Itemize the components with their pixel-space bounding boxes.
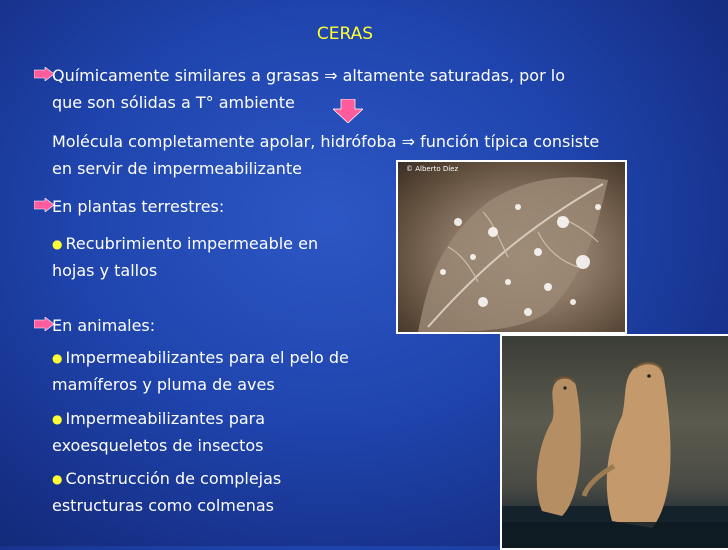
leaf-illustration <box>398 162 625 332</box>
animals-item-cont: estructuras como colmenas <box>52 496 274 515</box>
animals-item: ● Impermeabilizantes para el pelo de <box>52 348 349 367</box>
slide-title: CERAS <box>316 24 374 44</box>
bullet-dot-icon: ● <box>52 472 63 486</box>
intro-line-2: que son sólidas a T° ambiente <box>52 93 295 112</box>
down-arrow-icon <box>333 99 363 123</box>
intro-line-4: en servir de impermeabilizante <box>52 159 303 178</box>
leaf-water-drops-photo <box>396 160 627 334</box>
sea-lions-photo <box>500 334 728 550</box>
intro-line-1: Químicamente similares a grasas ⇒ altamente saturadas, por lo <box>52 66 565 85</box>
plants-item-cont: hojas y tallos <box>52 261 158 280</box>
photo-credit: © Alberto Díez <box>406 165 459 173</box>
animals-heading: En animales: <box>52 316 156 335</box>
bullet-dot-icon: ● <box>52 351 63 365</box>
arrow-bullet-icon <box>34 317 54 331</box>
bullet-dot-icon: ● <box>52 412 63 426</box>
bullet-dot-icon: ● <box>52 237 63 251</box>
animals-item-cont: exoesqueletos de insectos <box>52 436 264 455</box>
intro-line-3: Molécula completamente apolar, hidrófoba ⇒ función típica consiste <box>52 132 600 151</box>
plants-heading: En plantas terrestres: <box>52 197 225 216</box>
arrow-bullet-icon <box>34 67 54 81</box>
arrow-bullet-icon <box>34 198 54 212</box>
animals-item-cont: mamíferos y pluma de aves <box>52 375 275 394</box>
sea-lions-illustration <box>502 336 728 548</box>
plants-item: ● Recubrimiento impermeable en <box>52 234 319 253</box>
animals-item: ● Impermeabilizantes para <box>52 409 266 428</box>
animals-item: ● Construcción de complejas <box>52 469 282 488</box>
